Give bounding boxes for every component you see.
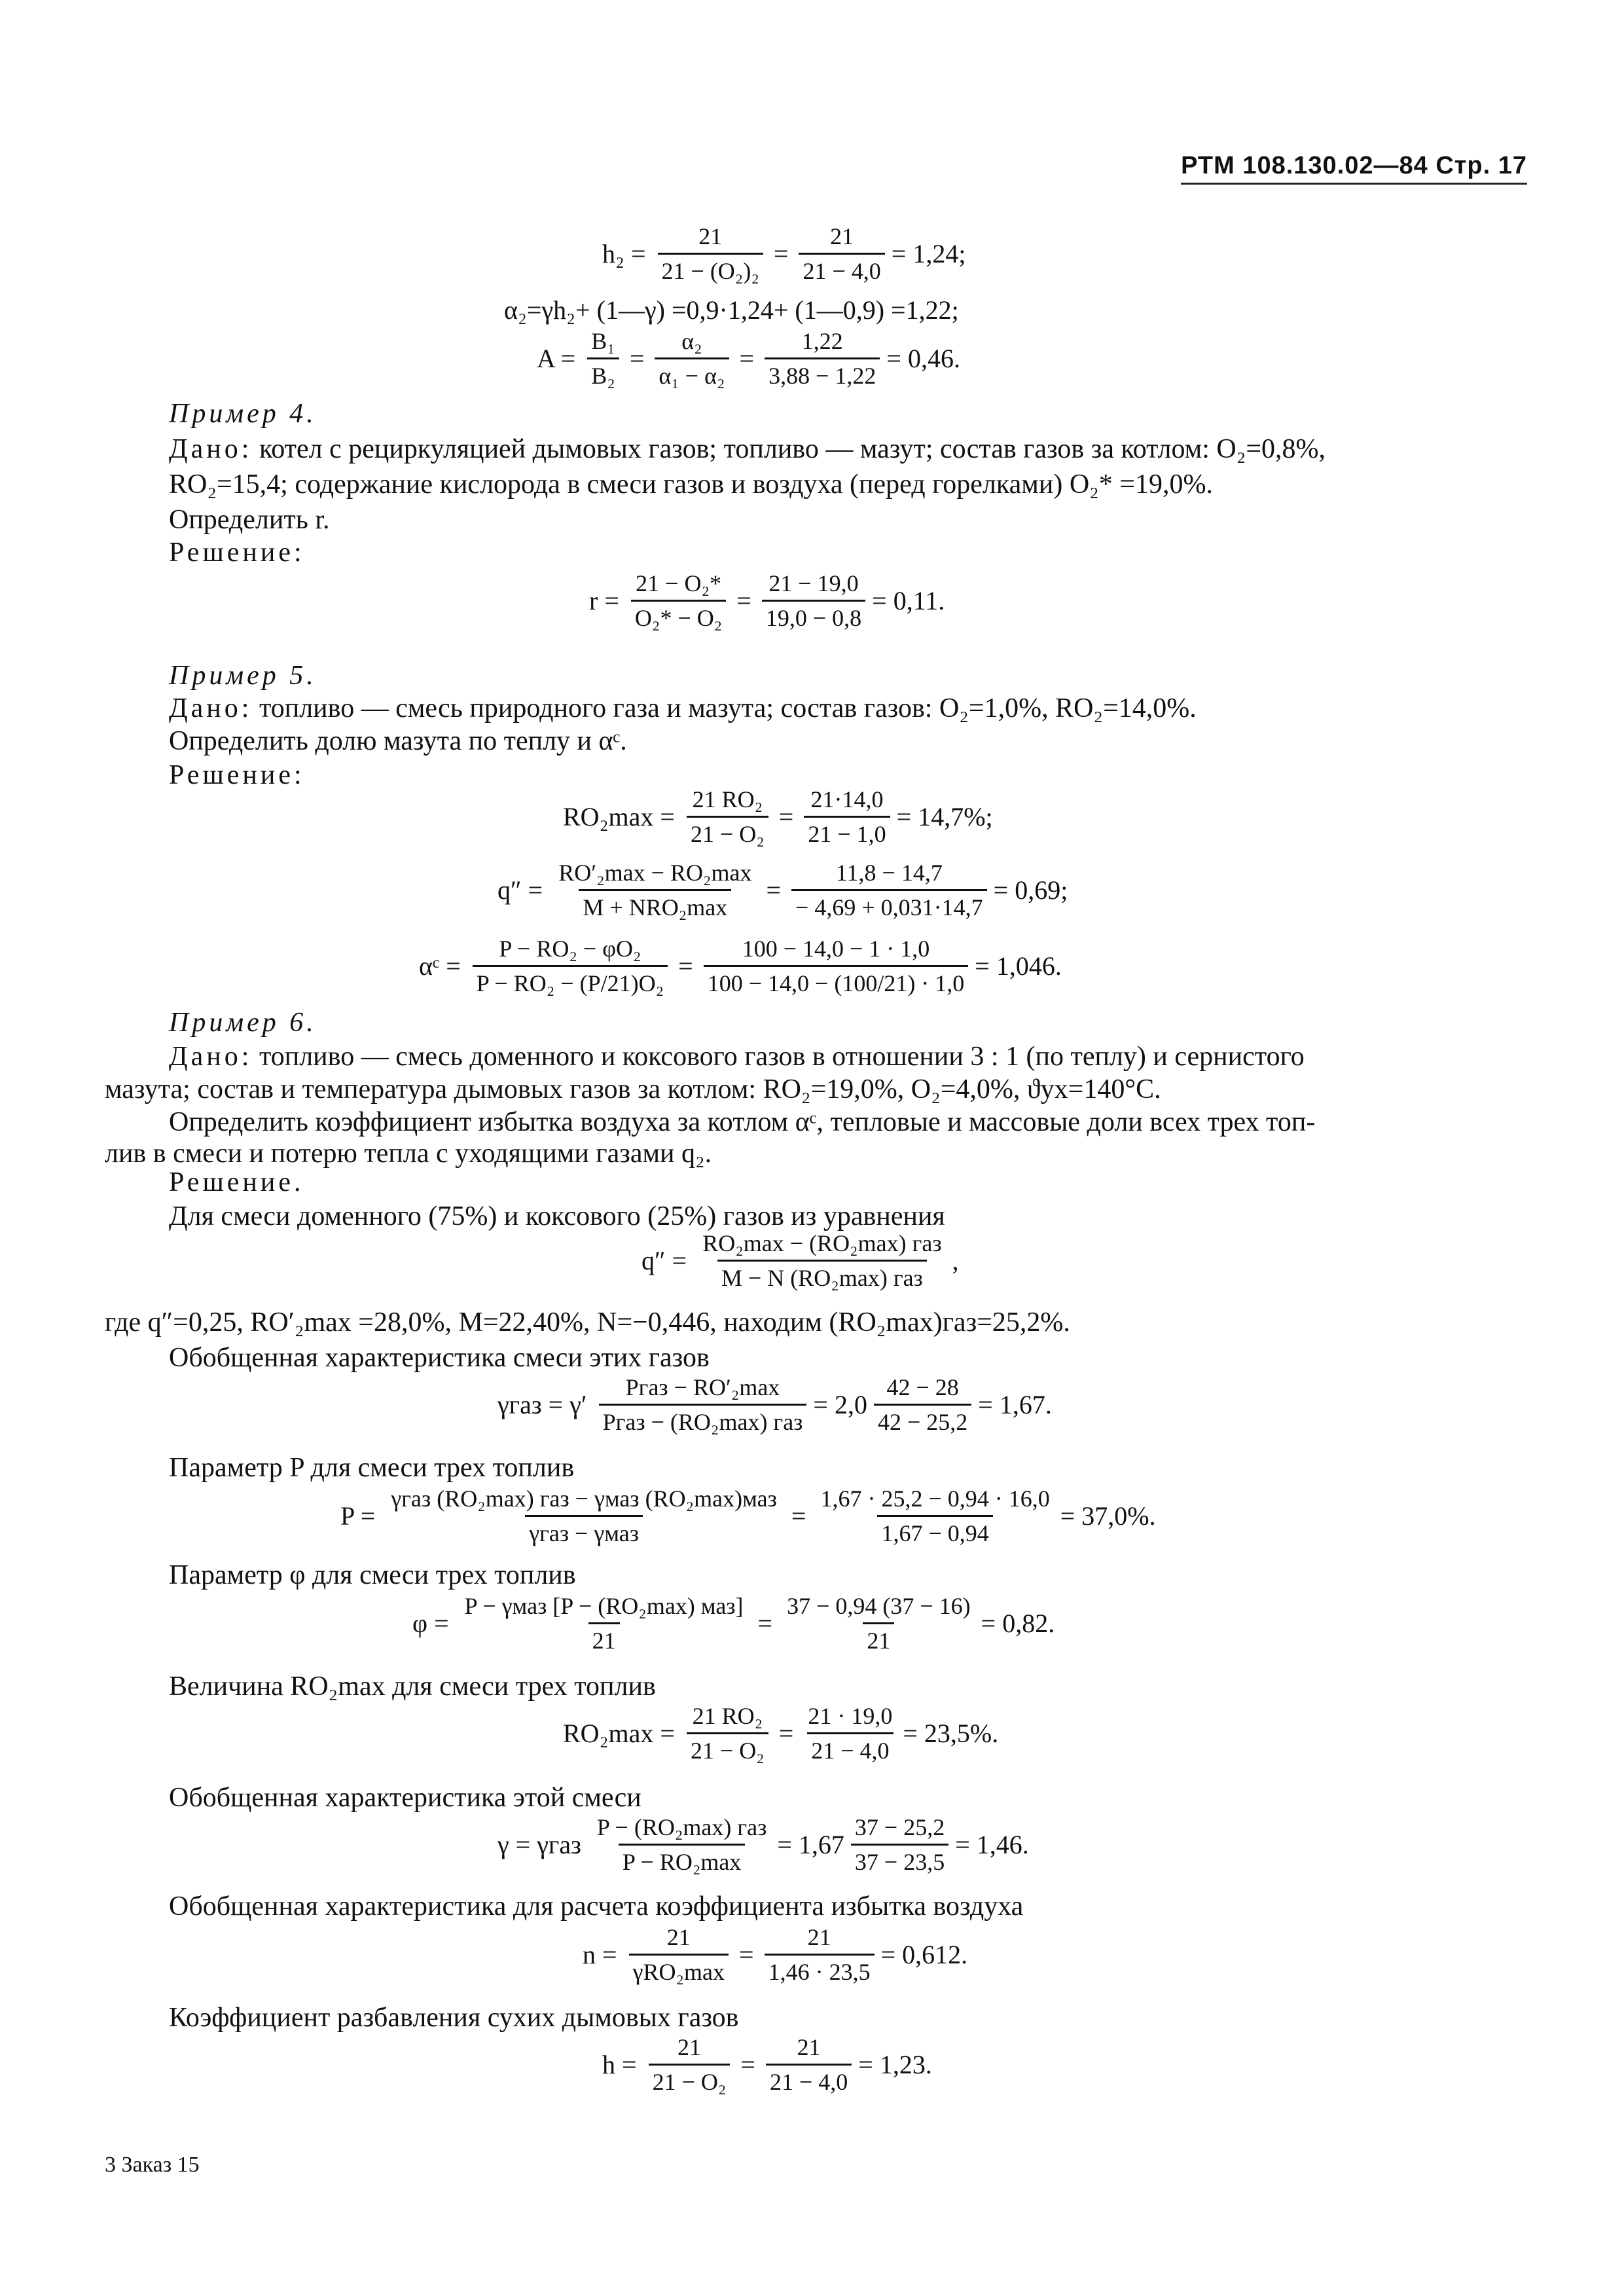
- fraction: [799, 223, 884, 285]
- equation-lhs: γ = γгаз: [497, 1830, 581, 1859]
- fraction: [649, 2033, 731, 2096]
- text-line: Коэффициент разбавления сухих дымовых газов: [169, 2003, 739, 2033]
- equals-sign: =: [739, 1940, 754, 1969]
- numerator: 100 − 14,0 − 1 · 1,0: [742, 936, 930, 962]
- denominator: γRO₂max: [629, 1954, 729, 1986]
- equation-lhs: P =: [340, 1501, 376, 1531]
- fraction: [765, 327, 880, 390]
- denominator: γгаз − γмаз: [525, 1515, 643, 1547]
- example-5-title: Пример 5.: [169, 661, 317, 691]
- numerator: 21: [698, 223, 723, 249]
- equation-mid: = 1,67: [777, 1830, 844, 1859]
- equation-lhs: h =: [602, 2050, 637, 2079]
- denominator: 21 − O₂: [687, 816, 768, 848]
- example-6-task: Определить коэффициент избытка воздуха за котлом αᶜ, тепловые и массовые доли всех трех топ-: [169, 1107, 1316, 1137]
- fraction: [629, 1923, 729, 1986]
- numerator: 21 RO₂: [692, 1703, 763, 1729]
- example-5-given: [169, 693, 1197, 724]
- denominator: P − RO₂ − (P/21)O₂: [473, 965, 668, 997]
- numerator: 21: [677, 2034, 701, 2060]
- equation-rhs: = 1,046.: [975, 951, 1062, 981]
- numerator: 1,22: [801, 328, 843, 354]
- equals-sign: =: [778, 802, 794, 831]
- text-line: Обобщенная характеристика для расчета коэффициента избытка воздуха: [169, 1891, 1024, 1922]
- fraction: [658, 223, 763, 285]
- equation-lhs: q″ =: [641, 1246, 687, 1275]
- given-text: топливо — смесь доменного и коксового газов в отношении 3 : 1 (по теплу) и сернистого: [252, 1042, 1305, 1072]
- denominator: 3,88 − 1,22: [765, 357, 880, 390]
- fraction: [473, 935, 668, 997]
- fraction: [804, 786, 890, 848]
- example-4-line-2: RO₂=15,4; содержание кислорода в смеси газов и воздуха (перед горелками) O₂* =19,0%.: [169, 469, 1213, 500]
- equation-lhs: q″ =: [497, 875, 543, 905]
- denominator: 21 − O₂: [687, 1732, 768, 1764]
- example-6-intro: Для смеси доменного (75%) и коксового (25%) газов из уравнения: [169, 1201, 945, 1231]
- example-6-solution-label: Решение.: [169, 1167, 304, 1197]
- equation-q: [497, 859, 1068, 921]
- text-line: Обобщенная характеристика смеси этих газов: [169, 1343, 710, 1373]
- equation-rhs: = 0,69;: [993, 875, 1068, 905]
- numerator: P − γмаз [P − (RO₂max) маз]: [464, 1593, 744, 1619]
- fraction: [687, 786, 768, 848]
- fraction: [631, 570, 726, 632]
- fraction: [804, 1702, 896, 1764]
- example-4-given: [169, 433, 1326, 465]
- equation-r: [589, 570, 945, 632]
- page-footer: 3 Заказ 15: [105, 2153, 200, 2177]
- example-6-title: Пример 6.: [169, 1008, 317, 1038]
- equation-rhs: = 1,46.: [955, 1830, 1029, 1859]
- fraction: [704, 935, 969, 997]
- equation-h2: [602, 223, 965, 285]
- equals-sign: =: [740, 2050, 755, 2079]
- numerator: RO₂max − (RO₂max) газ: [702, 1230, 942, 1256]
- equation-lhs: αᶜ =: [419, 951, 461, 981]
- fraction: [387, 1485, 781, 1547]
- fraction: [874, 1374, 971, 1436]
- equation-lhs: A =: [537, 344, 576, 373]
- given-text: топливо — смесь природного газа и мазута; состав газов: O₂=1,0%, RO₂=14,0%.: [252, 693, 1197, 723]
- denominator: 19,0 − 0,8: [762, 600, 865, 632]
- equation-lhs: RO₂max =: [563, 802, 675, 831]
- given-label: Дано:: [169, 693, 253, 723]
- equals-sign: =: [791, 1501, 806, 1531]
- equation-P: [340, 1485, 1156, 1547]
- equation-A: [537, 327, 960, 390]
- example-4-task: Определить r.: [169, 505, 330, 535]
- denominator: α₁ − α₂: [655, 357, 729, 390]
- equation-alpha2: α₂=γh₂+ (1—γ) =0,9·1,24+ (1—0,9) =1,22;: [504, 295, 959, 325]
- denominator: O₂* − O₂: [631, 600, 726, 632]
- given-label: Дано:: [169, 1042, 253, 1072]
- equation-h: [602, 2033, 932, 2096]
- denominator: 21: [588, 1622, 620, 1654]
- denominator: 1,46 · 23,5: [765, 1954, 875, 1986]
- equation-rhs: = 37,0%.: [1060, 1501, 1156, 1531]
- equation-rhs: = 0,11.: [872, 586, 945, 615]
- equals-sign: =: [766, 875, 782, 905]
- numerator: 1,67 · 25,2 − 0,94 · 16,0: [820, 1485, 1050, 1512]
- numerator: 21: [807, 1924, 831, 1950]
- numerator: P − (RO₂max) газ: [596, 1814, 767, 1840]
- equation-lhs: γгаз = γ′: [497, 1390, 587, 1419]
- denominator: 21 − O₂: [649, 2064, 731, 2096]
- equals-sign: =: [739, 344, 755, 373]
- numerator: α₂: [681, 328, 702, 354]
- numerator: 42 − 28: [886, 1374, 959, 1400]
- numerator: 21·14,0: [810, 786, 884, 812]
- equation-q-mix: [641, 1230, 959, 1292]
- fraction: [599, 1374, 807, 1436]
- example-6-given: [169, 1041, 1305, 1072]
- denominator: Pгаз − (RO₂max) газ: [599, 1404, 807, 1436]
- equals-sign: =: [678, 951, 693, 981]
- given-label: Дано:: [169, 434, 253, 464]
- numerator: B₁: [591, 328, 615, 354]
- fraction: [587, 327, 619, 390]
- given-text: котел с рециркуляцией дымовых газов; топливо — мазут; состав газов за котлом: O₂=0,8%,: [252, 434, 1326, 464]
- fraction: [766, 2033, 852, 2096]
- numerator: 21: [830, 223, 854, 249]
- text-line: Величина RO₂max для смеси трех топлив: [169, 1671, 656, 1702]
- equation-lhs: φ =: [412, 1609, 449, 1638]
- equation-n: [583, 1923, 967, 1986]
- numerator: 21 − 19,0: [768, 570, 859, 596]
- numerator: Pгаз − RO′₂max: [625, 1374, 780, 1400]
- numerator: 21: [797, 2034, 821, 2060]
- fraction: [783, 1592, 975, 1654]
- fraction: [554, 859, 755, 921]
- fraction: [816, 1485, 1053, 1547]
- denominator: 21 − 1,0: [804, 816, 890, 848]
- equation-lhs: RO₂max =: [563, 1719, 675, 1748]
- fraction: [765, 1923, 875, 1986]
- denominator: 100 − 14,0 − (100/21) · 1,0: [704, 965, 969, 997]
- example-5-solution-label: Решение:: [169, 760, 305, 790]
- denominator: 21 − 4,0: [799, 253, 884, 285]
- equation-rhs: = 0,82.: [981, 1609, 1055, 1638]
- equation-lhs: r =: [589, 586, 619, 615]
- equation-rhs: = 0,612.: [880, 1940, 968, 1969]
- example-4-solution-label: Решение:: [169, 538, 305, 568]
- example-6-line-2: мазута; состав и температура дымовых газов за котлом: RO₂=19,0%, O₂=4,0%, ϑух=140°С.: [105, 1074, 1161, 1104]
- equation-gamma-gas: [497, 1374, 1052, 1436]
- where-line: где q″=0,25, RO′₂max =28,0%, M=22,40%, N=−0,446, находим (RO₂max)газ=25,2%.: [105, 1307, 1070, 1338]
- numerator: 21 · 19,0: [808, 1703, 893, 1729]
- denominator: 1,67 − 0,94: [877, 1515, 992, 1547]
- denominator: 21: [863, 1622, 894, 1654]
- denominator: 42 − 25,2: [874, 1404, 971, 1436]
- equation-rhs: = 1,23.: [858, 2050, 932, 2079]
- equation-gamma-mix: [497, 1813, 1029, 1876]
- equation-alpha-c: [419, 935, 1062, 997]
- example-4-title: Пример 4.: [169, 399, 317, 429]
- example-5-task: Определить долю мазута по теплу и αᶜ.: [169, 726, 627, 756]
- fraction: [851, 1813, 948, 1876]
- text-line: Параметр φ для смеси трех топлив: [169, 1560, 576, 1590]
- equals-sign: =: [778, 1719, 794, 1748]
- equation-rhs: ,: [952, 1246, 959, 1275]
- equals-sign: =: [773, 239, 789, 268]
- fraction: [593, 1813, 770, 1876]
- fraction: [762, 570, 865, 632]
- numerator: P − RO₂ − φO₂: [499, 936, 641, 962]
- numerator: 21 − O₂*: [636, 570, 722, 596]
- fraction: [698, 1230, 945, 1292]
- equals-sign: =: [629, 344, 645, 373]
- numerator: 37 − 25,2: [854, 1814, 945, 1840]
- numerator: 11,8 − 14,7: [835, 860, 943, 886]
- equation-rhs: = 14,7%;: [896, 802, 993, 831]
- denominator: 21 − 4,0: [766, 2064, 852, 2096]
- fraction: [461, 1592, 748, 1654]
- numerator: 37 − 0,94 (37 − 16): [787, 1593, 971, 1619]
- numerator: γгаз (RO₂max) газ − γмаз (RO₂max)маз: [391, 1485, 777, 1512]
- denominator: 21 − (O₂)₂: [658, 253, 763, 285]
- equation-rhs: = 1,24;: [891, 239, 966, 268]
- numerator: 21: [666, 1924, 691, 1950]
- equation-rhs: = 0,46.: [886, 344, 960, 373]
- equation-mid: = 2,0: [813, 1390, 867, 1419]
- numerator: RO′₂max − RO₂max: [558, 860, 752, 886]
- equals-sign: =: [736, 586, 751, 615]
- equation-ro2max: [563, 786, 993, 848]
- equals-sign: =: [757, 1609, 773, 1638]
- denominator: 21 − 4,0: [807, 1732, 893, 1764]
- denominator: P − RO₂max: [619, 1844, 746, 1876]
- fraction: [655, 327, 729, 390]
- equation-lhs: n =: [583, 1940, 617, 1969]
- denominator: − 4,69 + 0,031·14,7: [791, 889, 987, 921]
- text-line: Обобщенная характеристика этой смеси: [169, 1783, 641, 1813]
- numerator: 21 RO₂: [692, 786, 763, 812]
- text-line: Параметр P для смеси трех топлив: [169, 1453, 575, 1483]
- example-6-task-cont: лив в смеси и потерю тепла с уходящими газами q₂.: [105, 1139, 712, 1169]
- fraction: [791, 859, 987, 921]
- denominator: M + NRO₂max: [579, 889, 731, 921]
- equation-rhs: = 23,5%.: [903, 1719, 999, 1748]
- denominator: 37 − 23,5: [851, 1844, 948, 1876]
- equation-ro2max-mix: [563, 1702, 998, 1764]
- equation-rhs: = 1,67.: [978, 1390, 1052, 1419]
- equation-phi: [412, 1592, 1055, 1654]
- denominator: M − N (RO₂max) газ: [717, 1260, 927, 1292]
- fraction: [687, 1702, 768, 1764]
- equation-lhs: h₂ =: [602, 239, 646, 268]
- page-header: РТМ 108.130.02—84 Стр. 17: [1181, 152, 1527, 185]
- denominator: B₂: [587, 357, 619, 390]
